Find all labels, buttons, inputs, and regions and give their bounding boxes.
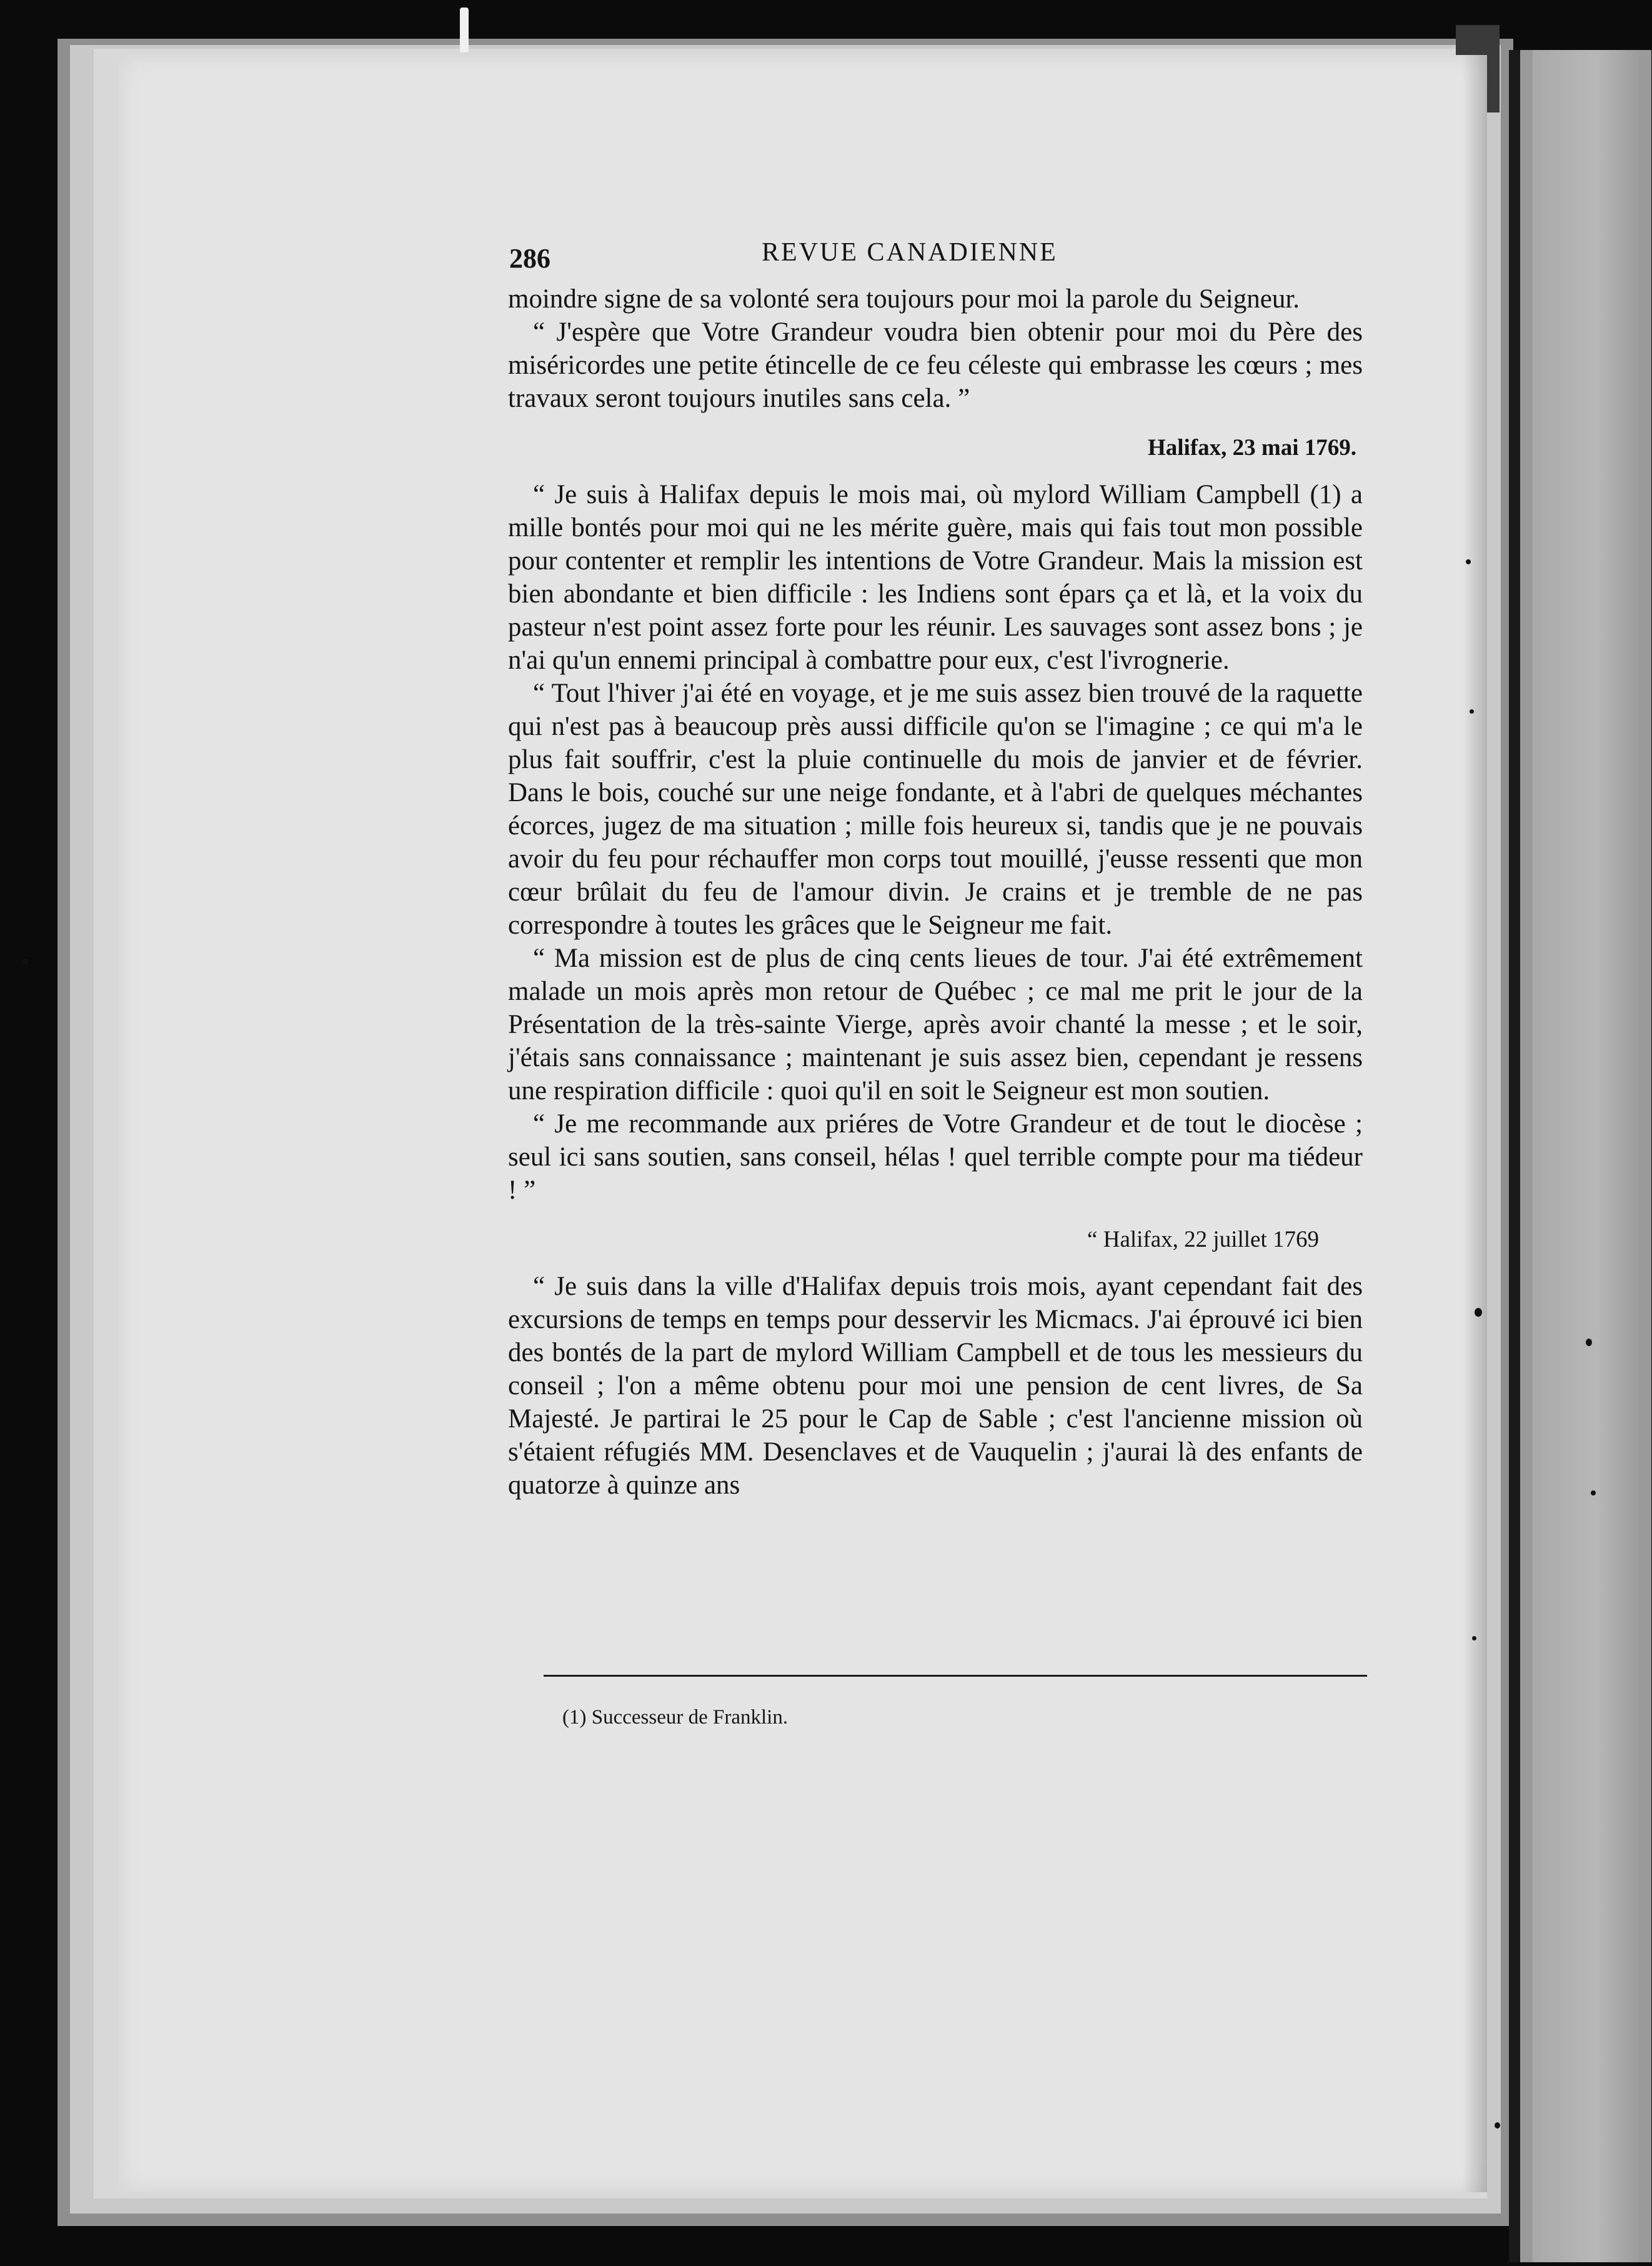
footnote-rule	[544, 1675, 1367, 1677]
page-number: 286	[509, 243, 550, 274]
scan-mark	[460, 7, 469, 52]
body-paragraph: “ Je suis à Halifax depuis le mois mai, où mylord William Campbell (1) a mille bontés pour moi qui ne les mérite guère, mais qui fais tout mon possible pour contenter et remplir les intentions de Votre Grandeur. Mais la mission est bien abondante et bien difficile : les Indiens sont épars ça et là, et la voix du pasteur n'est point assez forte pour les réunir. Les sauvages sont assez bons ; je n'ai qu'un ennemi principal à combattre pour eux, c'est l'ivrognerie.	[508, 480, 1363, 675]
dateline: Halifax, 23 mai 1769.	[1147, 435, 1356, 461]
scan-speck	[1470, 709, 1474, 714]
scan-speck	[1586, 1339, 1592, 1346]
scan-speck	[1495, 2122, 1500, 2129]
body-paragraph: moindre signe de sa volonté sera toujours pour moi la parole du Seigneur.	[508, 284, 1300, 314]
body-paragraph: “ Je suis dans la ville d'Halifax depuis trois mois, ayant cependant fait des excursions de temps en temps pour desservir les Micmacs. J'ai éprouvé ici bien des bontés de la part de mylord William Campbell et de tous les messieurs du conseil ; l'on a même obtenu pour moi une pension de cent livres, de Sa Majesté. Je partirai le 25 pour le Cap de Sable ; c'est l'ancienne mission où s'étaient réfugiés MM. Desenclaves et de Vauquelin ; j'aurai là des enfants de quatorze à quinze ans	[508, 1272, 1363, 1500]
body-paragraph: “ Tout l'hiver j'ai été en voyage, et je me suis assez bien trouvé de la raquette qui n'est pas à beaucoup près aussi difficile qu'on se l'imagine ; ce qui m'a le plus fait souffrir, c'est la pluie continuelle du mois de janvier et de février. Dans le bois, couché sur une neige fondante, et à l'abri de quelques méchantes écorces, jugez de ma situation ; mille fois heureux si, tandis que je ne pouvais avoir du feu pour réchauffer mon corps tout mouillé, j'eusse ressenti que mon cœur brûlait du feu de l'amour divin. Je crains et je tremble de ne pas correspondre à toutes les grâces que le Seigneur me fait.	[508, 679, 1363, 940]
facing-page-edge	[1509, 50, 1651, 2262]
body-paragraph: “ J'espère que Votre Grandeur voudra bien obtenir pour moi du Père des miséricordes une petite étincelle de ce feu céleste qui embrasse les cœurs ; mes travaux seront toujours inutiles sans cela. ”	[508, 317, 1363, 413]
body-paragraph: “ Ma mission est de plus de cinq cents lieues de tour. J'ai été extrêmement malade un mois après mon retour de Québec ; ce mal me prit le jour de la Présentation de la très-sainte Vierge, après avoir chanté la messe ; et le soir, j'étais sans connaissance ; maintenant je suis assez bien, cependant je ressens une respiration difficile : quoi qu'il en soit le Seigneur est mon soutien.	[508, 944, 1363, 1106]
body-paragraph: “ Je me recommande aux priéres de Votre Grandeur et de tout le diocèse ; seul ici sans soutien, sans conseil, hélas ! quel terrible compte pour ma tiédeur ! ”	[508, 1109, 1363, 1205]
scan-speck	[1591, 1490, 1596, 1495]
scan-speck	[1466, 559, 1471, 564]
scan-speck	[1472, 1636, 1476, 1640]
scan-speck	[1475, 1308, 1482, 1317]
page-content	[391, 231, 1365, 275]
body-text	[508, 282, 1363, 1502]
running-head	[391, 231, 1365, 275]
footnote: (1) Successeur de Franklin.	[562, 1706, 789, 1729]
journal-title: REVUE CANADIENNE	[762, 238, 1058, 267]
scan-speck	[22, 959, 28, 964]
dateline: “ Halifax, 22 juillet 1769	[1087, 1227, 1319, 1252]
page-edge-shadow	[1462, 55, 1487, 2192]
